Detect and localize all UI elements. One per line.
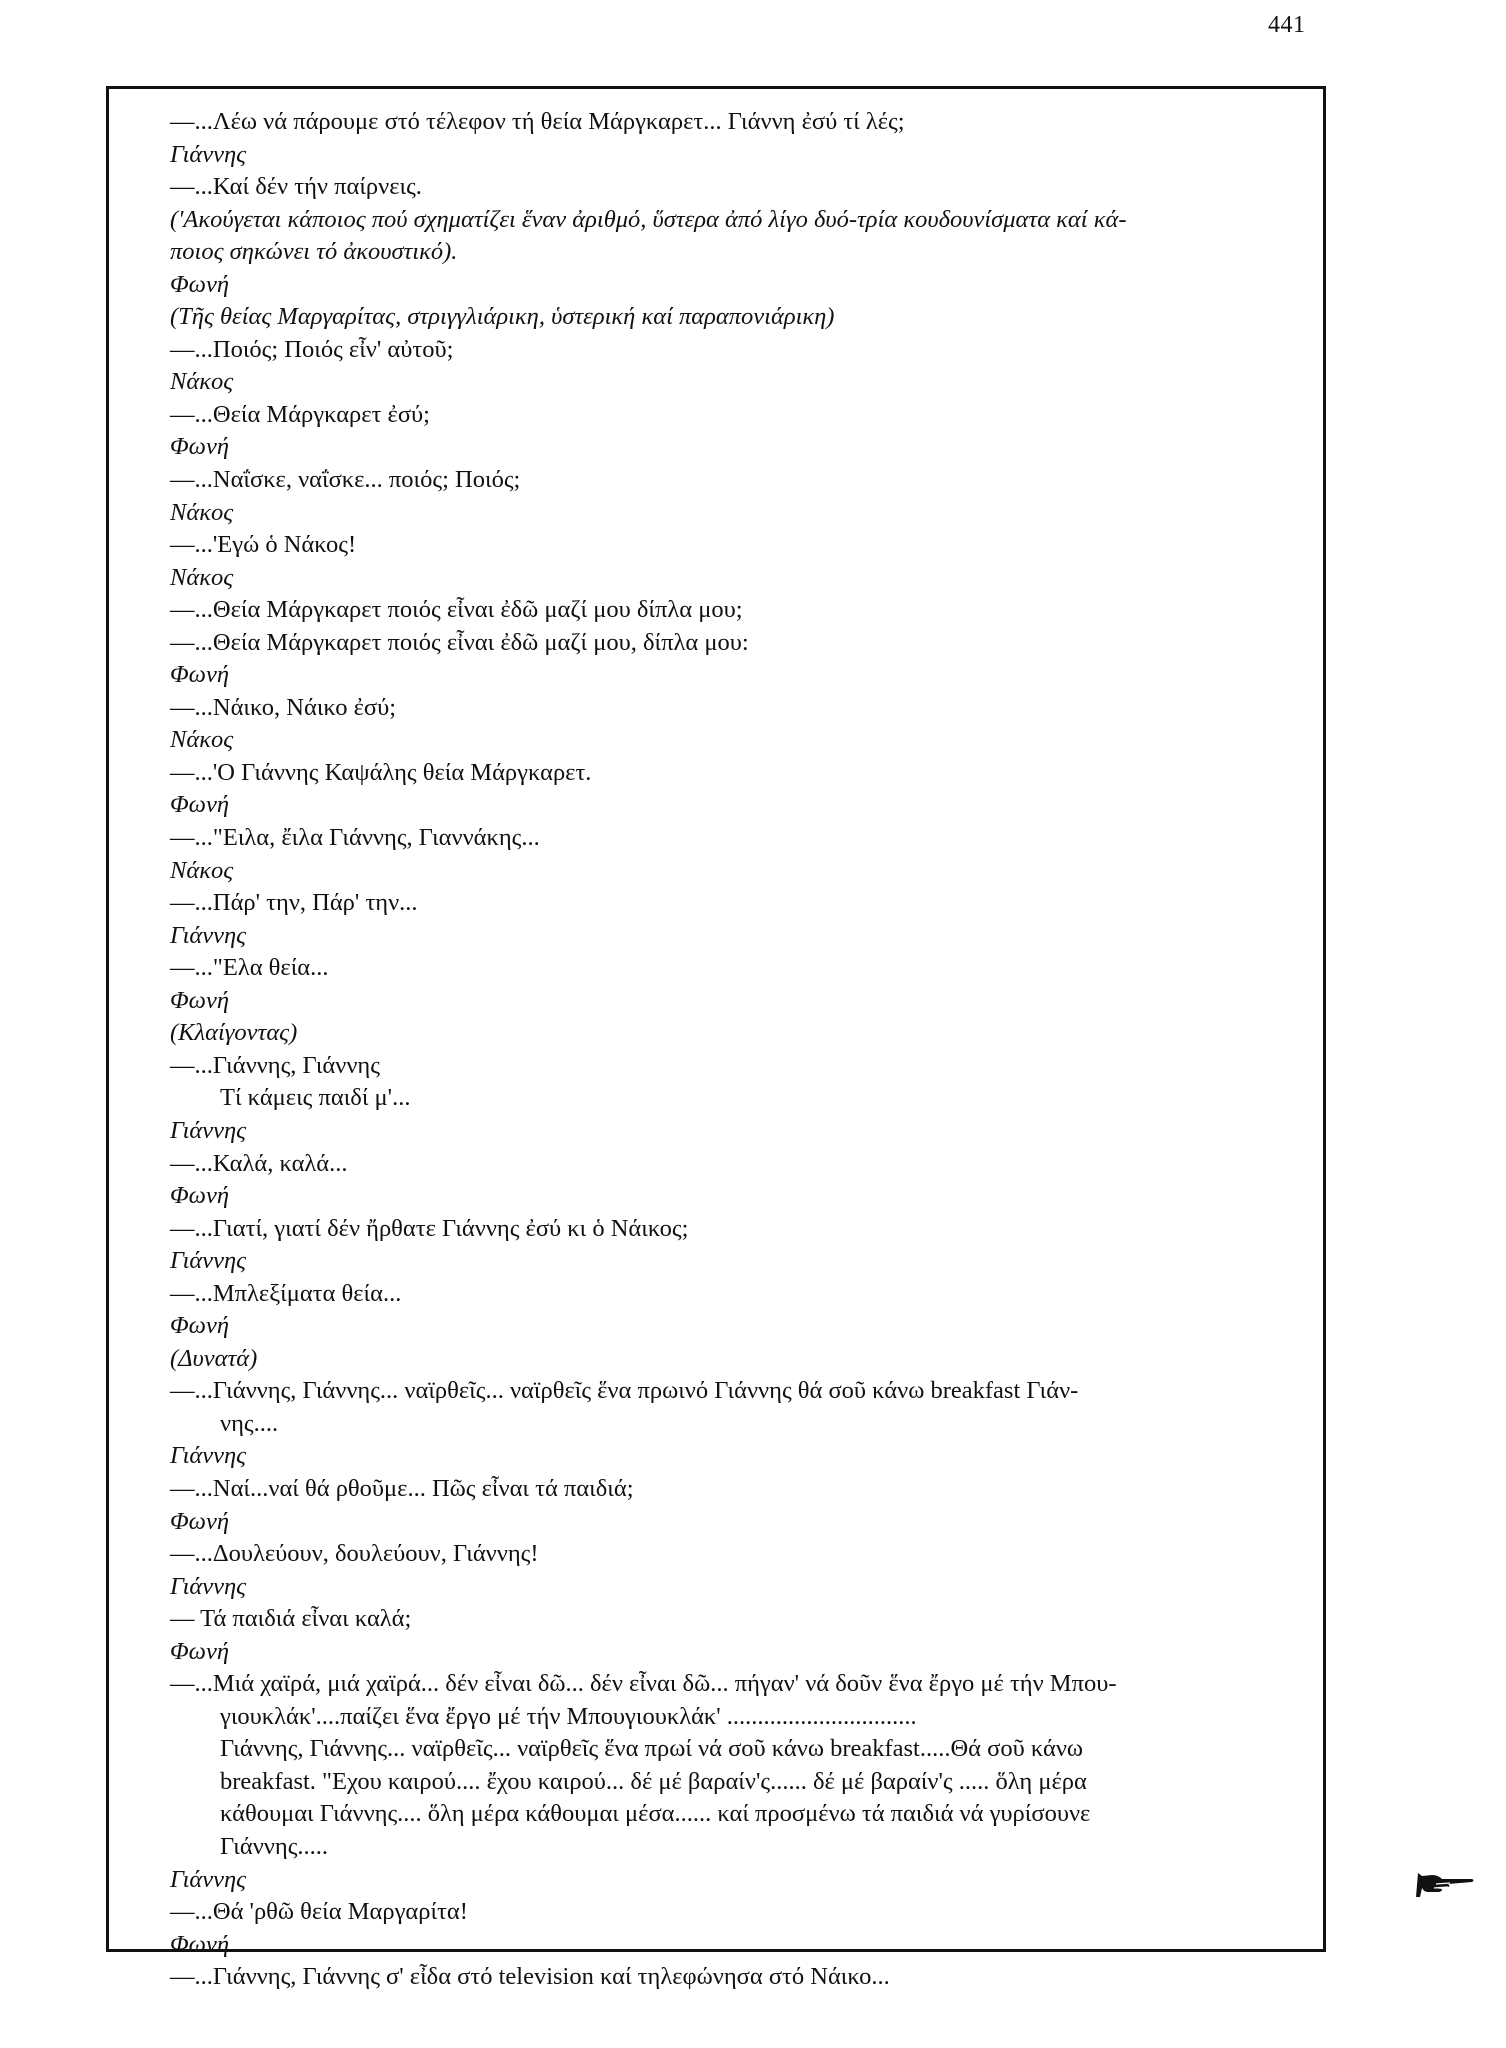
speaker-name: Νάκος [170,563,234,591]
pointing-hand-icon [1412,1870,1476,1900]
dialogue-line: —...Γιάννης, Γιάννης... ναϊρθεῖς... ναϊρθεῖς ἕνα πρωινό Γιάννης θά σοῦ κάνω breakfast Γιάν- [170,1377,1079,1405]
dialogue-text [170,106,1350,1994]
dialogue-line: —...Καλά, καλά... [170,1149,348,1177]
dialogue-line: —...Ναΐσκε, ναΐσκε... ποιός; Ποιός; [170,466,521,494]
stage-direction: ποιος σηκώνει τό ἀκουστικό). [170,238,458,266]
dialogue-continuation: νης.... [220,1409,279,1437]
stage-direction: ('Ακούγεται κάποιος πού σχηματίζει ἕναν ἀριθμό, ὕστερα ἀπό λίγο δυό-τρία κουδουνίσματα καί κά- [170,205,1127,233]
dialogue-line: —...Ναί...ναί θά ρθοῦμε... Πῶς εἶναι τά παιδιά; [170,1474,634,1502]
speaker-name: Φωνή [170,791,229,819]
dialogue-line: —...Θεία Μάργκαρετ ποιός εἶναι ἐδῶ μαζί μου, δίπλα μου: [170,628,749,656]
dialogue-continuation: Γιάννης, Γιάννης... ναϊρθεῖς... ναϊρθεῖς ἕνα πρωί νά σοῦ κάνω breakfast.....Θά σοῦ κάνω [220,1735,1084,1763]
speaker-name: Γιάννης [170,1865,247,1893]
stage-direction: (Τῆς θείας Μαργαρίτας, στριγγλιάρικη, ὑστερική καί παραπονιάρικη) [170,303,835,331]
dialogue-line: —...Θά 'ρθῶ θεία Μαργαρίτα! [170,1898,468,1926]
speaker-name: Φωνή [170,1930,229,1958]
dialogue-line: —...Πάρ' την, Πάρ' την... [170,889,418,917]
speaker-name: Φωνή [170,433,229,461]
dialogue-line: —...Γιατί, γιατί δέν ἤρθατε Γιάννης ἐσύ κι ὁ Νάικος; [170,1214,689,1242]
dialogue-line: —...Λέω νά πάρουμε στό τέλεφον τή θεία Μάργκαρετ... Γιάννη ἐσύ τί λές; [170,108,905,135]
dialogue-line: —...Καί δέν τήν παίρνεις. [170,173,422,201]
speaker-name: Φωνή [170,1182,229,1210]
dialogue-line: —...Ποιός; Ποιός εἶν' αὐτοῦ; [170,335,454,363]
speaker-name: Γιάννης [170,921,247,949]
dialogue-line: —...Νάικο, Νάικο ἐσύ; [170,693,397,721]
dialogue-line: — Τά παιδιά εἶναι καλά; [170,1605,412,1633]
dialogue-continuation: breakfast. "Εχου καιρού.... ἔχου καιρού... δέ μέ βαραίν'ς...... δέ μέ βαραίν'ς ..... ὅλη μέρα [220,1767,1087,1795]
dialogue-line: —...'Ο Γιάννης Καψάλης θεία Μάργκαρετ. [170,758,592,786]
dialogue-continuation: κάθουμαι Γιάννης.... ὅλη μέρα κάθουμαι μέσα...... καί προσμένω τά παιδιά νά γυρίσουνε [220,1800,1091,1828]
dialogue-continuation: Γιάννης..... [220,1832,329,1860]
speaker-name: Νάκος [170,726,234,754]
dialogue-line: —...Θεία Μάργκαρετ ποιός εἶναι ἐδῶ μαζί μου δίπλα μου; [170,596,743,624]
speaker-name: Φωνή [170,270,229,298]
dialogue-continuation: γιουκλάκ'....παίζει ἕνα ἔργο μέ τήν Μπουγιουκλάκ' ............................... [220,1702,917,1730]
speaker-name: Φωνή [170,1312,229,1340]
speaker-name: Γιάννης [170,1572,247,1600]
dialogue-line: —...Γιάννης, Γιάννης [170,1051,380,1079]
dialogue-line: —..."Ειλα, ἔιλα Γιάννης, Γιαννάκης... [170,824,540,852]
speaker-name: Γιάννης [170,140,247,168]
dialogue-line: —...Μιά χαϊρά, μιά χαϊρά... δέν εἶναι δῶ... δέν εἶναι δῶ... πήγαν' νά δοῦν ἕνα ἔργο μέ τήν Μπου- [170,1670,1117,1698]
speaker-name: Φωνή [170,1507,229,1535]
dialogue-line: —...Μπλεξίματα θεία... [170,1279,402,1307]
speaker-name: Νάκος [170,856,234,884]
page-number: 441 [1268,12,1306,38]
dialogue-line: —...Δουλεύουν, δουλεύουν, Γιάννης! [170,1540,539,1568]
speaker-name: Φωνή [170,1637,229,1665]
dialogue-line: —..."Ελα θεία... [170,954,329,982]
speaker-name: Γιάννης [170,1247,247,1275]
speaker-name: Γιάννης [170,1116,247,1144]
dialogue-line: —...Γιάννης, Γιάννης σ' εἶδα στό television καί τηλεφώνησα στό Νάικο... [170,1963,890,1991]
speaker-name: Φωνή [170,661,229,689]
stage-direction: (Δυνατά) [170,1344,258,1372]
dialogue-continuation: Τί κάμεις παιδί μ'... [220,1084,411,1112]
dialogue-line: —...Θεία Μάργκαρετ ἐσύ; [170,400,430,428]
speaker-name: Νάκος [170,498,234,526]
speaker-name: Φωνή [170,986,229,1014]
speaker-name: Νάκος [170,368,234,396]
speaker-name: Γιάννης [170,1442,247,1470]
dialogue-line: —...'Εγώ ὁ Νάκος! [170,531,357,559]
stage-direction: (Κλαίγοντας) [170,1019,298,1047]
